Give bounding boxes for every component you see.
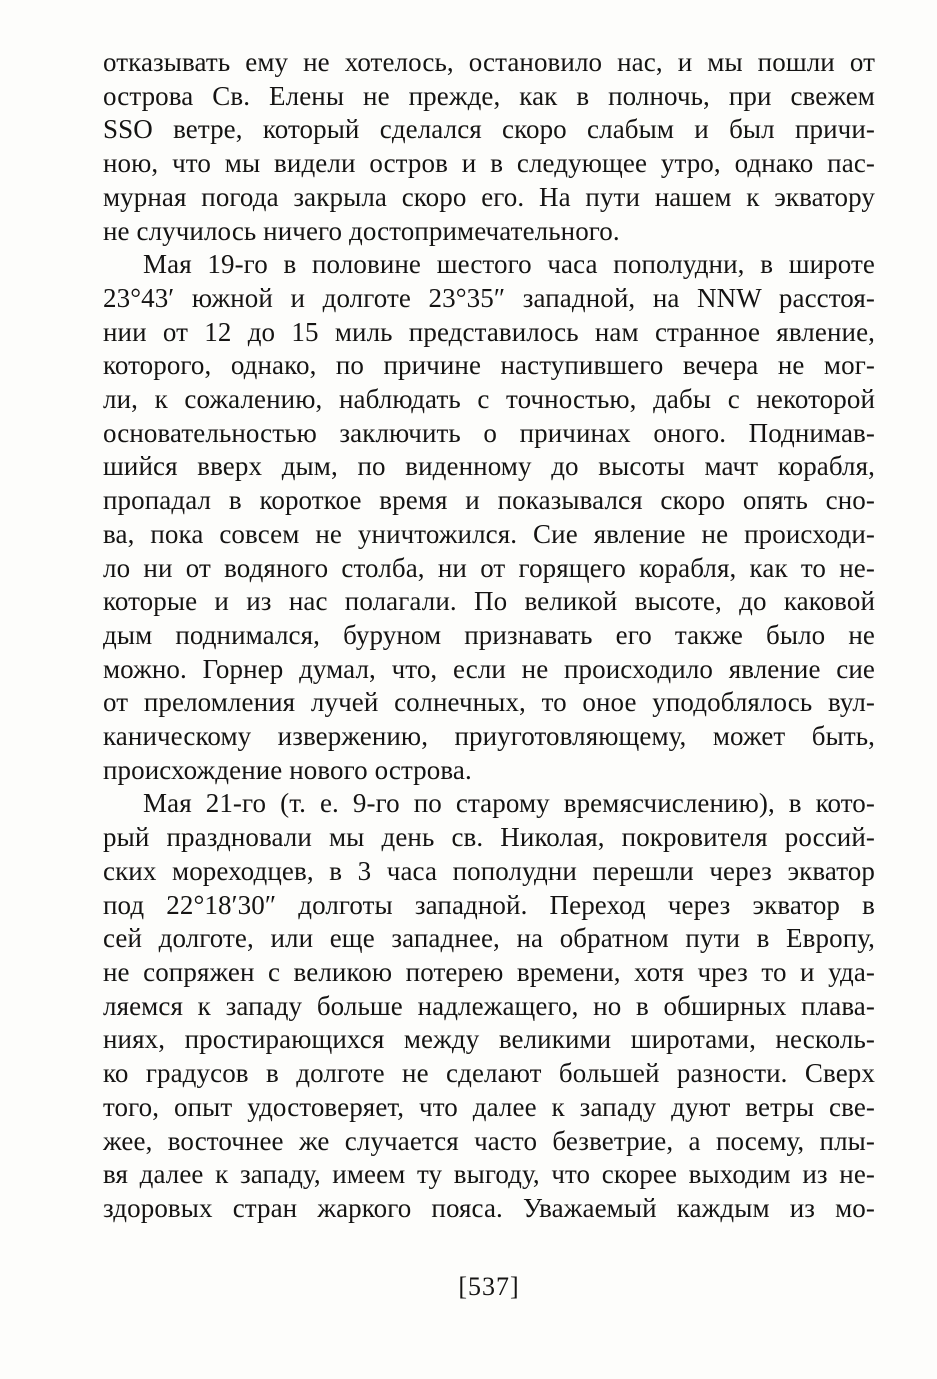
- text-line: 23°43′ южной и долготе 23°35″ западной, на NNW расстоя-: [103, 282, 875, 313]
- text-line: ли, к сожалению, наблюдать с точностью, дабы с некоторой: [103, 384, 875, 415]
- paragraph: [103, 248, 875, 787]
- text-line: от преломления лучей солнечных, то оное уподоблялось вул-: [103, 687, 875, 718]
- text-line: основательностью заключить о причинах оного. Поднимав-: [103, 417, 875, 448]
- text-line: нии от 12 до 15 миль представилось нам странное явление,: [103, 316, 875, 347]
- text-line: пропадал в короткое время и показывался скоро опять сно-: [103, 485, 875, 516]
- text-line: Мая 21-го (т. е. 9-го по старому времясчислению), в кото-: [143, 788, 875, 819]
- text-line: происхождение нового острова.: [103, 754, 472, 785]
- text-line: того, опыт удостоверяет, что далее к западу дуют ветры све-: [103, 1091, 875, 1122]
- text-line: рый праздновали мы день св. Николая, покровителя россий-: [103, 822, 875, 853]
- text-line: которые и из нас полагали. По великой высоте, до каковой: [103, 586, 875, 617]
- text-line: ляемся к западу больше надлежащего, но в обширных плава-: [103, 990, 875, 1021]
- paragraph: [103, 46, 875, 248]
- text-line: жее, восточнее же случается часто безветрие, а посему, плы-: [103, 1125, 875, 1156]
- text-line: не случилось ничего достопримечательного.: [103, 215, 620, 246]
- text-line: каническому извержению, приуготовляющему, может быть,: [103, 721, 875, 752]
- text-line: здоровых стран жаркого пояса. Уважаемый каждым из мо-: [103, 1192, 875, 1223]
- text-line: ко градусов в долготе не сделают большей разности. Сверх: [103, 1058, 875, 1089]
- text-line: вя далее к западу, имеем ту выгоду, что скорее выходим из не-: [103, 1159, 875, 1190]
- text-line: ва, пока совсем не уничтожился. Сие явление не происходи-: [103, 518, 875, 549]
- text-line: Мая 19-го в половине шестого часа пополудни, в широте: [143, 249, 875, 280]
- text-line: ло ни от водяного столба, ни от горящего корабля, как то не-: [103, 552, 875, 583]
- text-line: отказывать ему не хотелось, остановило нас, и мы пошли от: [103, 47, 875, 77]
- text-line: можно. Горнер думал, что, если не происходило явление сие: [103, 653, 875, 684]
- text-line: ною, что мы видели остров и в следующее утро, однако пас-: [103, 148, 875, 179]
- paragraph: [103, 787, 875, 1225]
- page-text: [103, 46, 875, 1226]
- text-line: шийся вверх дым, по виденному до высоты мачт корабля,: [103, 451, 875, 482]
- text-line: под 22°18′30″ долготы западной. Переход через экватор в: [103, 889, 875, 920]
- text-line: SSO ветре, который сделался скоро слабым и был причи-: [103, 114, 875, 145]
- text-line: ских мореходцев, в 3 часа пополудни перешли через экватор: [103, 855, 875, 886]
- text-line: не сопряжен с великою потерею времени, хотя чрез то и уда-: [103, 956, 875, 987]
- text-line: которого, однако, по причине наступившего вечера не мог-: [103, 350, 875, 381]
- text-line: дым поднимался, буруном признавать его также было не: [103, 619, 875, 650]
- text-line: сей долготе, или еще западнее, на обратном пути в Европу,: [103, 923, 875, 954]
- text-line: ниях, простирающихся между великими широтами, несколь-: [103, 1024, 875, 1055]
- page-number: [537]: [458, 1272, 520, 1301]
- text-line: мурная погода закрыла скоро его. На пути нашем к экватору: [103, 181, 875, 212]
- text-line: острова Св. Елены не прежде, как в полночь, при свежем: [103, 80, 875, 111]
